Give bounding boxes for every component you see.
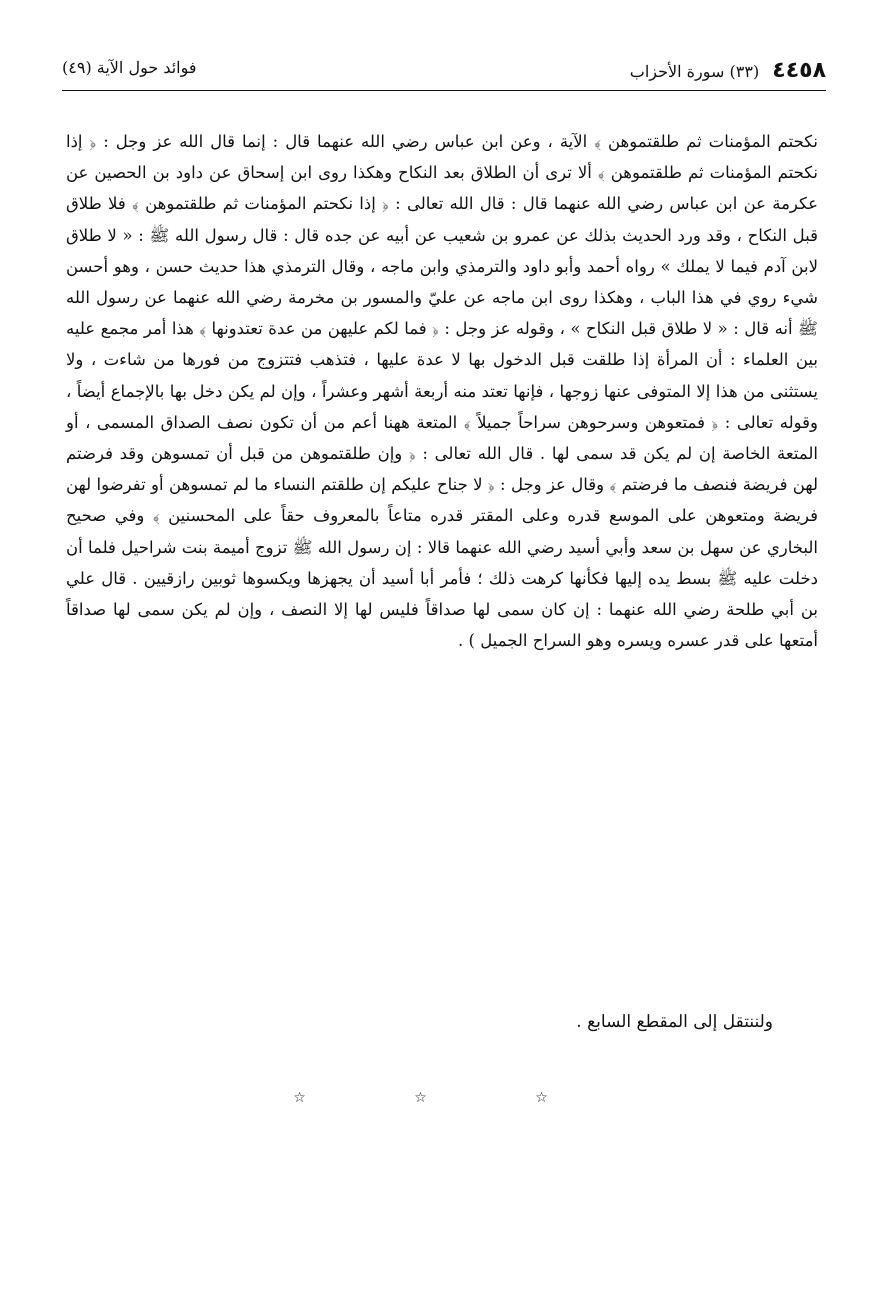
header-rule <box>62 90 826 91</box>
body-paragraph: نكحتم المؤمنات ثم طلقتموهن ﴾ الآية ، وعن ابن عباس رضي الله عنهما قال : إنما قال الله عز وجل : ﴿ إذا نكحتم المؤمنات ثم طلقتموهن ﴾ ألا ترى أن الطلاق بعد النكاح وهكذا روى ابن إسحاق عن داود بن الحصين عن عكرمة عن ابن عباس رضي الله عنهما قال : قال الله تعالى : ﴿ إذا نكحتم المؤمنات ثم طلقتموهن ﴾ فلا طلاق قبل النكاح ، وقد ورد الحديث بذلك عن عمرو بن شعيب عن أبيه عن جده قال : قال رسول الله ﷺ : « لا طلاق لابن آدم فيما لا يملك » رواه أحمد وأبو داود والترمذي وابن ماجه ، وقال الترمذي هذا حديث حسن ، وهو أحسن شيء روي في هذا الباب ، وهكذا روى ابن ماجه عن عليّ والمسور بن مخرمة رضي الله عنهما عن رسول الله ﷺ أنه قال : « لا طلاق قبل النكاح » ، وقوله عز وجل : ﴿ فما لكم عليهن من عدة تعتدونها ﴾ هذا أمر مجمع عليه بين العلماء : أن المرأة إذا طلقت قبل الدخول بها لا عدة عليها ، فتذهب فتتزوج من فورها من شاءت ، ولا يستثنى من هذا إلا المتوفى عنها زوجها ، فإنها تعتد منه أربعة أشهر وعشراً ، وإن لم يكن دخل بها بالإجماع أيضاً ، وقوله تعالى : ﴿ فمتعوهن وسرحوهن سراحاً جميلاً ﴾ المتعة ههنا أعم من أن تكون نصف الصداق المسمى ، أو المتعة الخاصة إن لم يكن قد سمى لها . قال الله تعالى : ﴿ وإن طلقتموهن من قبل أن تمسوهن وقد فرضتم لهن فريضة فنصف ما فرضتم ﴾ وقال عز وجل : ﴿ لا جناح عليكم إن طلقتم النساء ما لم تمسوهن أو تفرضوا لهن فريضة ومتعوهن على الموسع قدره وعلى المقتر قدره متاعاً بالمعروف حقاً على المحسنين ﴾ وفي صحيح البخاري عن سهل بن سعد وأبي أسيد رضي الله عنهما قالا : إن رسول الله ﷺ تزوج أميمة بنت شراحيل فلما أن دخلت عليه ﷺ بسط يده إليها فكأنها كرهت ذلك ؛ فأمر أبا أسيد أن يجهزها ويكسوها ثوبين رازقيين . قال علي بن أبي طلحة رضي الله عنهما : إن كان سمى لها صداقاً فليس لها إلا النصف ، وإن لم يكن سمى لها صداقاً أمتعها على قدر عسره ويسره وهو السراح الجميل ) . <box>66 132 819 651</box>
page-header <box>62 58 826 88</box>
star-ornament: ☆ ☆ ☆ <box>293 1090 600 1106</box>
header-left <box>62 58 197 77</box>
closing-line: ولننتقل إلى المقطع السابع . <box>576 1012 773 1032</box>
page-number: ٤٤٥٨ <box>772 58 826 83</box>
surah-label: (٣٣) سورة الأحزاب <box>629 62 760 81</box>
running-title: فوائد حول الآية (٤٩) <box>62 58 197 77</box>
main-text <box>66 126 818 656</box>
header-right <box>630 58 826 83</box>
